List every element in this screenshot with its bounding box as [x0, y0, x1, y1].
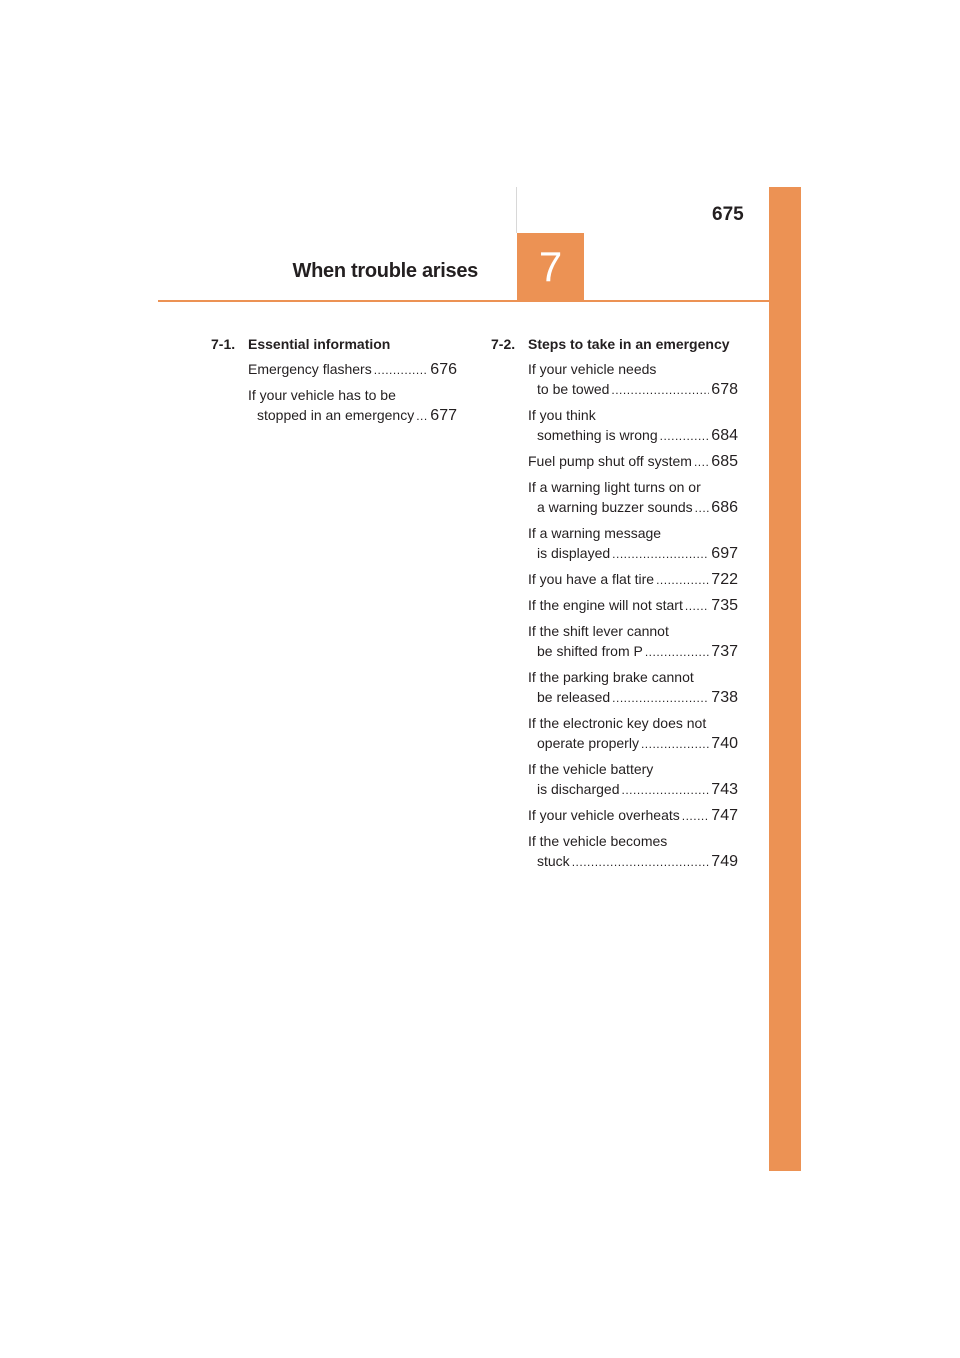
section-number: 7-1. — [211, 336, 236, 352]
chapter-side-tab — [769, 187, 801, 1171]
toc-entry-label: If the engine will not start — [528, 597, 683, 613]
chapter-title: When trouble arises — [292, 260, 478, 282]
dot-leader — [612, 544, 709, 564]
toc-entry-row — [528, 733, 738, 754]
toc-entry[interactable] — [528, 405, 738, 446]
toc-entry-page-number: 747 — [711, 807, 738, 824]
toc-entry-row — [528, 595, 738, 616]
toc-entry[interactable] — [528, 477, 738, 518]
toc-entry-label: operate properly — [537, 735, 639, 751]
dot-leader — [645, 642, 709, 662]
toc-entry-label: If you have a flat tire — [528, 571, 655, 587]
toc-entry-page-number: 686 — [711, 499, 738, 516]
toc-entry-label-line1: If a warning message — [528, 525, 662, 541]
toc-item-list — [528, 359, 738, 872]
toc-entry[interactable] — [248, 385, 457, 426]
dot-leader — [612, 688, 709, 708]
toc-entry-row — [528, 425, 738, 446]
toc-section-7-1 — [211, 334, 457, 426]
toc-entry[interactable] — [528, 359, 738, 400]
toc-entry-label: Fuel pump shut off system — [528, 453, 692, 469]
toc-entry-row — [248, 405, 457, 426]
dot-leader — [656, 570, 709, 590]
toc-item-list — [248, 359, 457, 426]
dot-leader — [682, 806, 710, 826]
dot-leader — [641, 734, 709, 754]
toc-entry-label-line1: If the parking brake cannot — [528, 669, 694, 685]
page-number: 675 — [712, 204, 744, 225]
toc-entry-label: be shifted from P — [537, 643, 643, 659]
toc-entry-page-number: 697 — [711, 545, 738, 562]
toc-entry-page-number: 735 — [711, 597, 738, 614]
section-title: Essential information — [248, 336, 391, 352]
toc-entry-label-line1: If the vehicle battery — [528, 761, 654, 777]
toc-entry-label-line1: If you think — [528, 407, 596, 423]
toc-entry-row — [528, 851, 738, 872]
toc-entry-label-line1: If a warning light turns on or — [528, 479, 701, 495]
toc-entry-page-number: 738 — [711, 689, 738, 706]
toc-entry-page-number: 740 — [711, 735, 738, 752]
toc-entry[interactable] — [528, 713, 738, 754]
dot-leader — [622, 780, 710, 800]
toc-entry-page-number: 677 — [430, 407, 457, 424]
toc-entry-page-number: 737 — [711, 643, 738, 660]
dot-leader — [611, 380, 709, 400]
toc-entry-page-number: 685 — [711, 453, 738, 470]
toc-entry-label-line1: If your vehicle has to be — [248, 387, 396, 403]
toc-entry-page-number: 749 — [711, 853, 738, 870]
toc-entry-row — [528, 543, 738, 564]
toc-entry-row — [528, 805, 738, 826]
toc-entry-page-number: 676 — [430, 361, 457, 378]
toc-entry[interactable] — [528, 667, 738, 708]
toc-entry-label: to be towed — [537, 381, 610, 397]
toc-entry-label: Emergency flashers — [248, 361, 372, 377]
dot-leader — [660, 426, 710, 446]
toc-entry-row — [528, 451, 738, 472]
toc-entry-label-line1: If the electronic key does not — [528, 715, 707, 731]
toc-entry[interactable] — [528, 759, 738, 800]
toc-entry-page-number: 722 — [711, 571, 738, 588]
toc-entry-row — [528, 641, 738, 662]
toc-entry[interactable] — [528, 831, 738, 872]
dot-leader — [416, 406, 428, 426]
dot-leader — [694, 452, 709, 472]
dot-leader — [374, 360, 429, 380]
toc-entry-row — [528, 779, 738, 800]
toc-entry-row — [528, 569, 738, 590]
toc-entry-label-line1: If your vehicle needs — [528, 361, 657, 377]
chapter-number-badge — [517, 233, 584, 301]
toc-entry-label: If your vehicle overheats — [528, 807, 680, 823]
toc-entry[interactable] — [528, 805, 738, 826]
toc-entry-label-line1: If the shift lever cannot — [528, 623, 669, 639]
toc-section-7-2 — [491, 334, 738, 872]
header-divider-line — [516, 187, 517, 233]
toc-entry-row — [528, 687, 738, 708]
toc-entry-label: something is wrong — [537, 427, 658, 443]
section-heading — [491, 334, 738, 354]
dot-leader — [572, 852, 710, 872]
section-heading — [211, 334, 457, 354]
toc-entry-label: stopped in an emergency — [257, 407, 415, 423]
section-title: Steps to take in an emergency — [528, 336, 730, 352]
toc-entry-label-line1: If the vehicle becomes — [528, 833, 668, 849]
toc-entry-row — [248, 359, 457, 380]
toc-entry[interactable] — [528, 451, 738, 472]
toc-entry[interactable] — [528, 569, 738, 590]
toc-entry[interactable] — [248, 359, 457, 380]
toc-entry-label: be released — [537, 689, 611, 705]
toc-entry-label: is discharged — [537, 781, 620, 797]
toc-entry-label: a warning buzzer sounds — [537, 499, 693, 515]
toc-entry[interactable] — [528, 595, 738, 616]
toc-entry-page-number: 743 — [711, 781, 738, 798]
toc-entry-label: is displayed — [537, 545, 611, 561]
toc-entry[interactable] — [528, 621, 738, 662]
toc-entry-page-number: 678 — [711, 381, 738, 398]
chapter-number: 7 — [538, 243, 563, 290]
toc-entry-label: stuck — [537, 853, 570, 869]
header-rule — [158, 300, 769, 302]
toc-entry[interactable] — [528, 523, 738, 564]
toc-entry-row — [528, 497, 738, 518]
toc-entry-row — [528, 379, 738, 400]
toc-entry-page-number: 684 — [711, 427, 738, 444]
dot-leader — [695, 498, 710, 518]
dot-leader — [685, 596, 709, 616]
section-number: 7-2. — [491, 336, 516, 352]
